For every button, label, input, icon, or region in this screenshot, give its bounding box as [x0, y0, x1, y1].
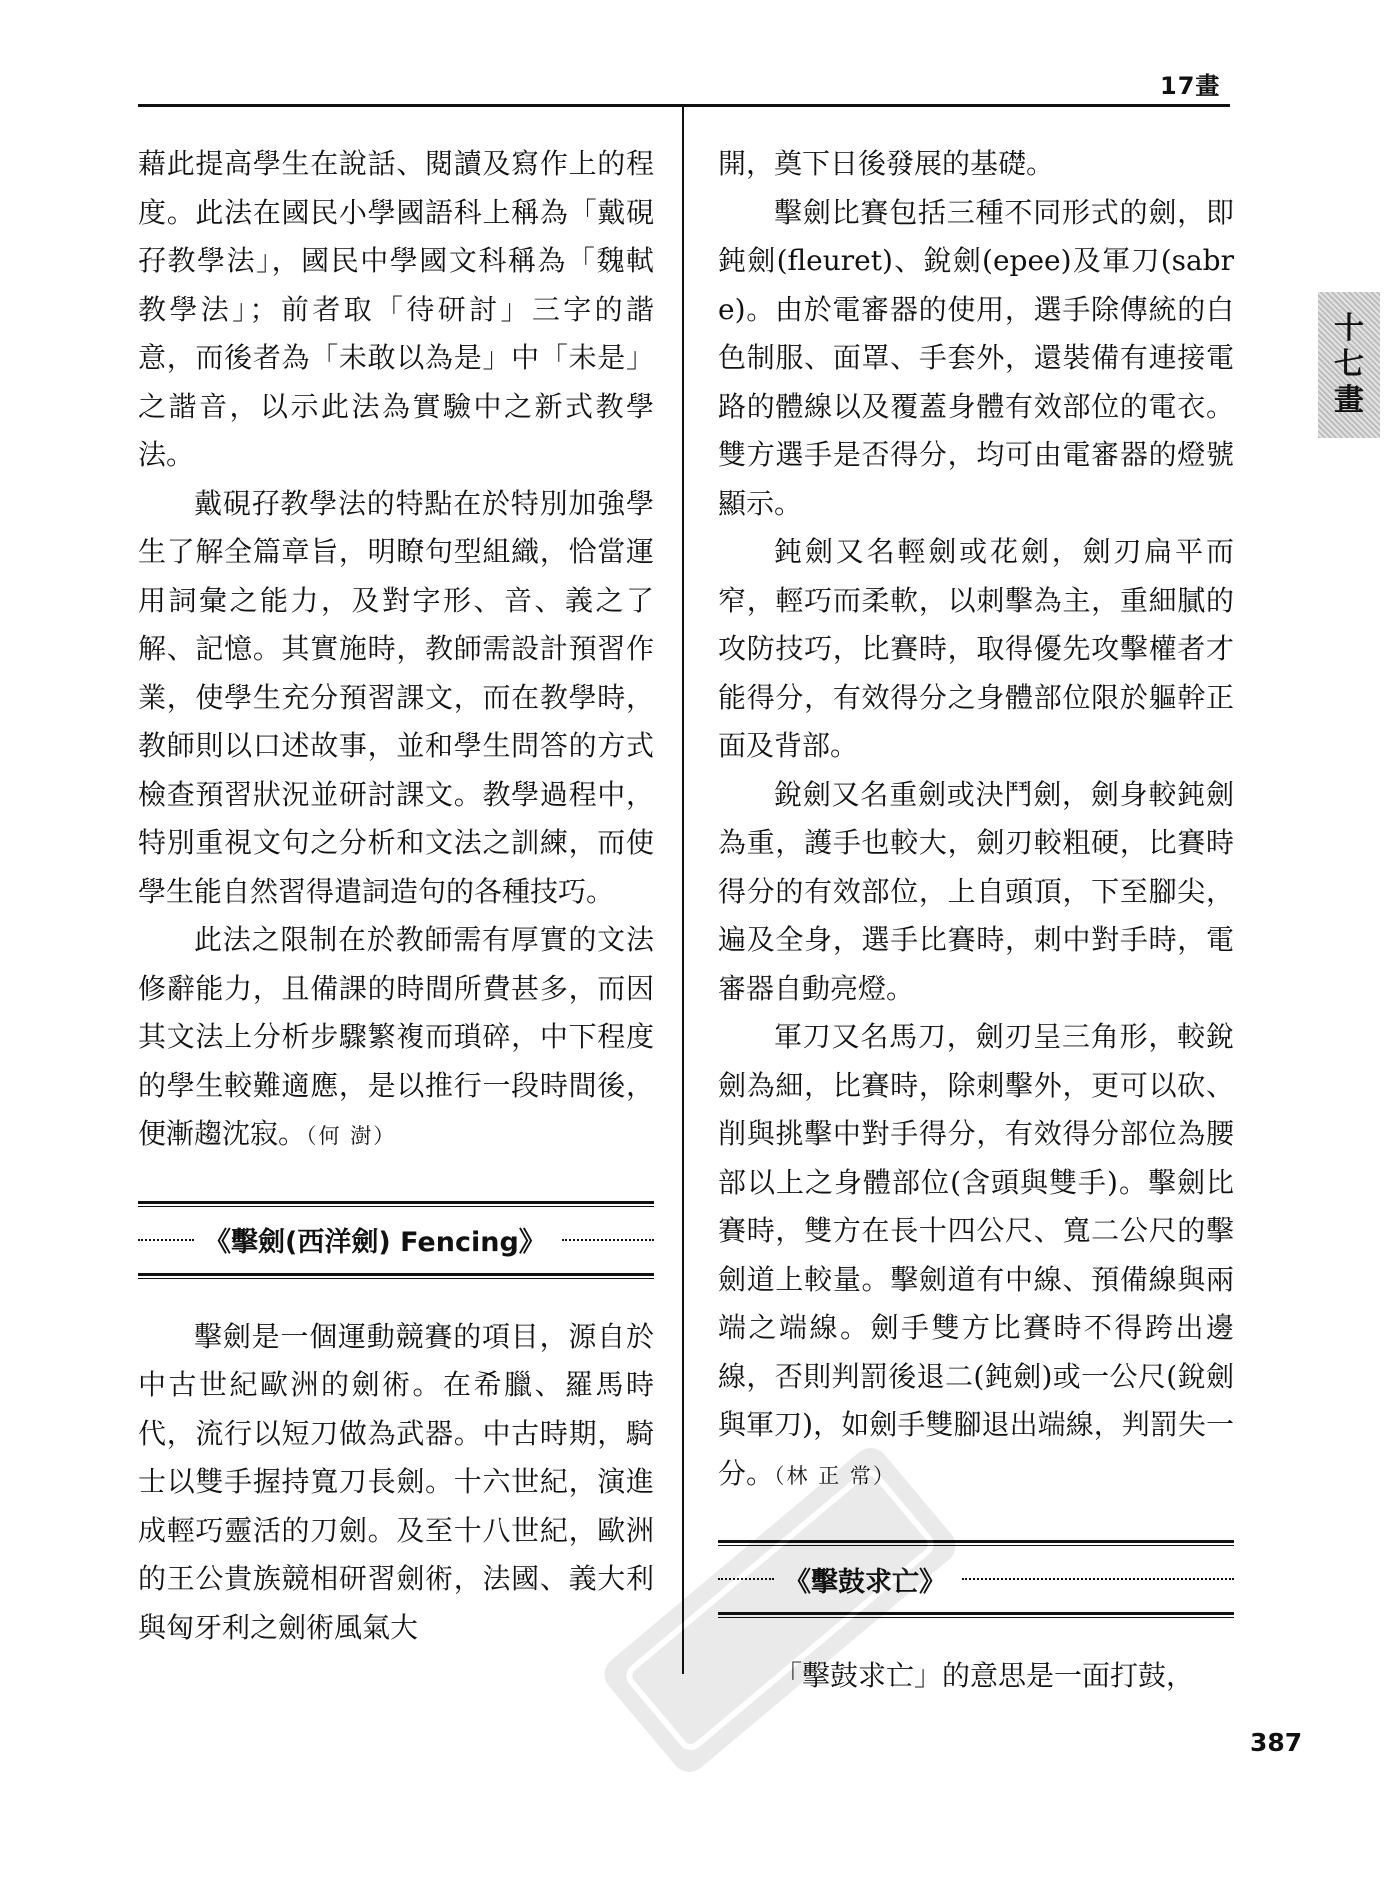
- header-rule: [138, 104, 1230, 107]
- section-label: 17畫: [1160, 72, 1221, 100]
- paragraph: 擊劍比賽包括三種不同形式的劍，即鈍劍(fleuret)、銳劍(epee)及軍刀(sabre)。由於電審器的使用，選手除傳統的白色制服、面罩、手套外，還裝備有連接電路的體線以及覆蓋身體有效部位的電衣。雙方選手是否得分，均可由電審器的燈號顯示。: [718, 195, 1234, 520]
- right-column: [718, 140, 1234, 1701]
- paragraph: 戴硯孖教學法的特點在於特別加強學生了解全篇章旨，明瞭句型組織，恰當運用詞彙之能力，及對字形、音、義之了解、記憶。其實施時，教師需設計預習作業，使學生充分預習課文，而在教學時，教師則以口述故事，並和學生問答的方式檢查預習狀況並研討課文。教學過程中，特別重視文句之分析和文法之訓練，而使學生能自然習得遣詞造句的各種技巧。: [138, 486, 654, 908]
- entry-title: 《擊鼓求亡》: [784, 1566, 946, 1598]
- paragraph: 「擊鼓求亡」的意思是一面打鼓，: [774, 1659, 1195, 1692]
- paragraph: 銳劍又名重劍或決鬥劍，劍身較鈍劍為重，護手也較大，劍刃較粗硬，比賽時得分的有效部位，上自頭頂，下至腳尖，遍及全身，選手比賽時，刺中對手時，電審器自動亮燈。: [718, 777, 1234, 1005]
- column-divider: [682, 104, 684, 1674]
- leader-dots: [718, 1578, 774, 1580]
- author-attribution: （何 澍）: [306, 1124, 397, 1148]
- paragraph-text: 此法之限制在於教師需有厚實的文法修辭能力，且備課的時間所費甚多，而因其文法上分析步驟繁複而瑣碎，中下程度的學生較難適應，是以推行一段時間後，便漸趨沈寂。: [138, 923, 654, 1150]
- author-attribution: （林 正 常）: [774, 1463, 896, 1488]
- thumb-tab-char: 十: [1334, 311, 1364, 346]
- leader-dots: [562, 1239, 654, 1241]
- entry-heading: [718, 1540, 1234, 1618]
- leader-dots: [138, 1239, 194, 1241]
- left-column: [138, 140, 654, 1652]
- paragraph: 鈍劍又名輕劍或花劍，劍刃扁平而窄，輕巧而柔軟，以刺擊為主，重細膩的攻防技巧，比賽時，取得優先攻擊權者才能得分，有效得分之身體部位限於軀幹正面及背部。: [718, 535, 1234, 762]
- paragraph-text: 軍刀又名馬刀，劍刃呈三角形，較銳劍為細，比賽時，除刺擊外，更可以砍、削與挑擊中對手得分，有效得分部位為腰部以上之身體部位(含頭與雙手)。擊劍比賽時，雙方在長十四公尺、寬二公尺的擊劍道上較量。擊劍道有中線、預備線與兩端之端線。劍手雙方比賽時不得跨出邊線，否則判罰後退二(鈍劍)或一公尺(銳劍與軍刀)，如劍手雙腳退出端線，判罰失一分。: [718, 1020, 1234, 1490]
- entry-title: 《擊劍(西洋劍) Fencing》: [204, 1227, 546, 1258]
- heading-bottom-rule: [138, 1273, 654, 1279]
- leader-dots: [962, 1578, 1234, 1580]
- entry-heading: [138, 1201, 654, 1279]
- paragraph: [718, 1013, 1234, 1500]
- heading-top-rule: [138, 1201, 654, 1207]
- heading-bottom-rule: [718, 1612, 1234, 1618]
- paragraph: 藉此提高學生在說話、閱讀及寫作上的程度。此法在國民小學國語科上稱為「戴硯孖教學法」，國民中學國文科稱為「魏軾教學法」；前者取「待研討」三字的諧意，而後者為「未敢以為是」中「未是」之諧音，以示此法為實驗中之新式教學法。: [138, 147, 654, 471]
- thumb-tab-char: 七: [1334, 347, 1364, 382]
- heading-top-rule: [718, 1540, 1234, 1546]
- paragraph: 開，奠下日後發展的基礎。: [718, 147, 1055, 180]
- paragraph: 擊劍是一個運動競賽的項目，源自於中古世紀歐洲的劍術。在希臘、羅馬時代，流行以短刀做為武器。中古時期，騎士以雙手握持寬刀長劍。十六世紀，演進成輕巧靈活的刀劍。及至十八世紀，歐洲的王公貴族競相研習劍術，法國、義大利與匈牙利之劍術風氣大: [138, 1319, 654, 1644]
- thumb-tab-char: 畫: [1334, 383, 1364, 418]
- paragraph: [138, 916, 654, 1161]
- thumb-index-tab: [1318, 292, 1380, 438]
- page-number: 387: [1250, 1728, 1303, 1757]
